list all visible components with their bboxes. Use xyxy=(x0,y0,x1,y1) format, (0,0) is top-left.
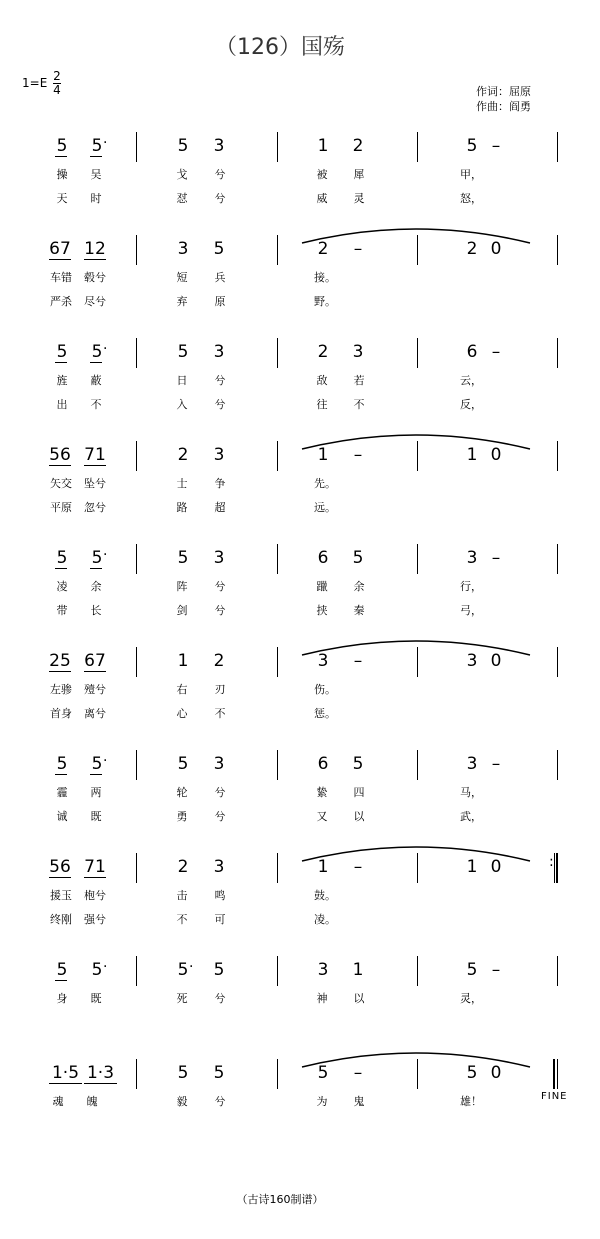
note: 56 xyxy=(49,445,71,465)
tie-arc xyxy=(298,1041,538,1071)
lyric-syllable: 旌 xyxy=(56,374,68,387)
lyric-syllable: 躐 xyxy=(316,580,328,593)
lyric-syllable: 鼓。 xyxy=(314,889,336,902)
lyric-syllable: 士 xyxy=(176,477,188,490)
note: 1·5 xyxy=(51,1063,80,1083)
note: – xyxy=(491,548,501,568)
barline xyxy=(277,441,278,471)
lyric-syllable: 击 xyxy=(176,889,188,902)
note: 71 xyxy=(84,857,106,877)
note: 2 xyxy=(317,342,329,362)
note: 67 xyxy=(49,239,71,259)
barline xyxy=(417,750,418,780)
note: 1·3 xyxy=(86,1063,115,1083)
note: 1 xyxy=(352,960,364,980)
time-signature-top: 2 xyxy=(53,69,61,83)
barline xyxy=(417,956,418,986)
lyric-syllable: 超 xyxy=(214,501,226,514)
barline xyxy=(277,1059,278,1089)
lyric-syllable: 入 xyxy=(176,398,188,411)
note: 6 xyxy=(466,342,478,362)
note: 2 xyxy=(466,239,478,259)
note: 3 xyxy=(352,342,364,362)
lyric-syllable: 挟 xyxy=(316,604,328,617)
beam-underline xyxy=(49,1083,82,1084)
barline xyxy=(277,750,278,780)
note: 3 xyxy=(317,960,329,980)
lyric-syllable: 往 xyxy=(316,398,328,411)
note: 5 xyxy=(56,342,68,362)
beam-underline xyxy=(49,877,71,878)
note: 1 xyxy=(466,445,478,465)
note: 2 xyxy=(213,651,225,671)
lyric-syllable: 兮 xyxy=(214,992,226,1005)
note: 5 xyxy=(352,754,364,774)
lyric-syllable: 轮 xyxy=(176,786,188,799)
lyric-syllable: 出 xyxy=(56,398,68,411)
lyric-syllable: 身 xyxy=(56,992,68,1005)
barline xyxy=(557,647,558,677)
note: 1 xyxy=(317,857,329,877)
barline xyxy=(136,750,137,780)
barline xyxy=(417,544,418,574)
lyric-syllable: 以 xyxy=(353,810,365,823)
lyric-syllable: 威 xyxy=(316,192,328,205)
note: 5 xyxy=(56,548,68,568)
lyric-syllable: 霾 xyxy=(56,786,68,799)
lyric-syllable: 既 xyxy=(90,992,102,1005)
lyric-syllable: 路 xyxy=(176,501,188,514)
lyric-syllable: 甲， xyxy=(460,168,482,181)
lyric-syllable: 毂兮 xyxy=(84,271,106,284)
score-system xyxy=(0,647,600,747)
beam-underline xyxy=(84,1083,117,1084)
lyric-syllable: 犀 xyxy=(353,168,365,181)
lyric-syllable: 先。 xyxy=(314,477,336,490)
note: 5 xyxy=(213,960,225,980)
barline xyxy=(277,647,278,677)
note: 5 xyxy=(466,960,478,980)
fine-marker: FINE xyxy=(541,1091,568,1102)
barline xyxy=(557,1059,558,1089)
lyric-syllable: 远。 xyxy=(314,501,336,514)
lyric-syllable: 兮 xyxy=(214,786,226,799)
note: 6 xyxy=(317,754,329,774)
lyric-syllable: 长 xyxy=(90,604,102,617)
barline xyxy=(277,338,278,368)
beam-underline xyxy=(49,671,71,672)
note: 71 xyxy=(84,445,106,465)
note: 5 xyxy=(352,548,364,568)
lyric-syllable: 毅 xyxy=(176,1095,188,1108)
lyric-syllable: 弓， xyxy=(460,604,482,617)
lyric-syllable: 严杀 xyxy=(50,295,72,308)
beam-underline xyxy=(84,877,106,878)
barline xyxy=(277,132,278,162)
barline xyxy=(136,956,137,986)
beam-underline xyxy=(49,259,71,260)
lyric-syllable: 争 xyxy=(214,477,226,490)
beam-underline xyxy=(90,156,102,157)
lyric-syllable: 凌 xyxy=(56,580,68,593)
lyric-syllable: 日 xyxy=(176,374,188,387)
note: 5 xyxy=(56,960,68,980)
lyric-syllable: 带 xyxy=(56,604,68,617)
lyric-syllable: 天 xyxy=(56,192,68,205)
lyric-syllable: 魄 xyxy=(86,1095,98,1108)
lyric-syllable: 四 xyxy=(353,786,365,799)
lyric-syllable: 魂 xyxy=(52,1095,64,1108)
barline xyxy=(557,132,558,162)
lyric-syllable: 兮 xyxy=(214,1095,226,1108)
note: 3 xyxy=(317,651,329,671)
lyric-syllable: 不 xyxy=(353,398,365,411)
lyric-syllable: 刃 xyxy=(214,683,226,696)
lyric-syllable: 余 xyxy=(90,580,102,593)
note: 5 xyxy=(177,342,189,362)
lyric-syllable: 又 xyxy=(316,810,328,823)
note: – xyxy=(491,136,501,156)
lyric-syllable: 不 xyxy=(214,707,226,720)
lyric-syllable: 凌。 xyxy=(314,913,336,926)
lyric-syllable: 敌 xyxy=(316,374,328,387)
lyric-syllable: 殪兮 xyxy=(84,683,106,696)
note: 5 xyxy=(56,136,68,156)
lyric-syllable: 以 xyxy=(353,992,365,1005)
note: – xyxy=(353,651,363,671)
beam-underline xyxy=(55,156,67,157)
note: 5 xyxy=(466,1063,478,1083)
barline xyxy=(136,441,137,471)
lyric-syllable: 时 xyxy=(90,192,102,205)
lyric-syllable: 车错 xyxy=(50,271,72,284)
note: – xyxy=(491,342,501,362)
lyric-syllable: 秦 xyxy=(353,604,365,617)
note: – xyxy=(353,857,363,877)
note: 1 xyxy=(317,136,329,156)
note: 3 xyxy=(177,239,189,259)
lyric-syllable: 诚 xyxy=(56,810,68,823)
lyric-syllable: 忽兮 xyxy=(84,501,106,514)
note: 5 · xyxy=(90,548,104,568)
lyric-syllable: 操 xyxy=(56,168,68,181)
footer-note: （古诗160制谱） xyxy=(236,1193,324,1206)
lyric-syllable: 弃 xyxy=(176,295,188,308)
repeat-sign: : xyxy=(549,854,554,870)
key-signature xyxy=(22,70,61,97)
lyric-syllable: 左骖 xyxy=(50,683,72,696)
lyric-syllable: 坠兮 xyxy=(84,477,106,490)
note: 12 xyxy=(84,239,106,259)
barline xyxy=(136,132,137,162)
lyric-syllable: 枹兮 xyxy=(84,889,106,902)
lyric-syllable: 被 xyxy=(316,168,328,181)
note: – xyxy=(353,1063,363,1083)
lyric-syllable: 野。 xyxy=(314,295,336,308)
lyric-syllable: 平原 xyxy=(50,501,72,514)
note: 5 · xyxy=(90,136,104,156)
lyric-syllable: 首身 xyxy=(50,707,72,720)
beam-underline xyxy=(90,362,102,363)
note: 5 · xyxy=(90,754,104,774)
note: – xyxy=(491,754,501,774)
barline xyxy=(277,853,278,883)
barline xyxy=(557,441,558,471)
lyric-syllable: 兮 xyxy=(214,192,226,205)
note: 5 xyxy=(213,1063,225,1083)
lyric-syllable: 矢交 xyxy=(50,477,72,490)
note: 3 xyxy=(466,651,478,671)
barline xyxy=(557,235,558,265)
lyric-syllable: 接。 xyxy=(314,271,336,284)
beam-underline xyxy=(55,980,67,981)
note: 5 xyxy=(177,1063,189,1083)
lyric-syllable: 兮 xyxy=(214,810,226,823)
lyric-syllable: 余 xyxy=(353,580,365,593)
lyric-syllable: 兵 xyxy=(214,271,226,284)
note: 5 xyxy=(177,754,189,774)
note: 1 xyxy=(317,445,329,465)
note: 5 xyxy=(177,548,189,568)
lyric-syllable: 心 xyxy=(176,707,188,720)
tie-arc xyxy=(298,629,538,659)
barline xyxy=(136,338,137,368)
beam-underline xyxy=(84,259,106,260)
lyric-syllable: 勇 xyxy=(176,810,188,823)
score-system xyxy=(0,441,600,541)
beam-underline xyxy=(55,774,67,775)
note: 0 xyxy=(490,239,502,259)
lyric-syllable: 吴 xyxy=(90,168,102,181)
note: 5 xyxy=(317,1063,329,1083)
barline xyxy=(136,1059,137,1089)
lyric-syllable: 神 xyxy=(316,992,328,1005)
barline xyxy=(554,853,555,883)
note: 3 xyxy=(466,548,478,568)
lyric-syllable: 右 xyxy=(176,683,188,696)
barline xyxy=(556,853,558,883)
beam-underline xyxy=(90,774,102,775)
lyric-syllable: 兮 xyxy=(214,398,226,411)
lyric-syllable: 灵 xyxy=(353,192,365,205)
note: 2 xyxy=(352,136,364,156)
barline xyxy=(136,853,137,883)
note: – xyxy=(491,960,501,980)
barline xyxy=(136,544,137,574)
note: 5 xyxy=(177,136,189,156)
lyric-syllable: 终刚 xyxy=(50,913,72,926)
lyric-syllable: 强兮 xyxy=(84,913,106,926)
lyric-syllable: 武， xyxy=(460,810,482,823)
note: 1 xyxy=(466,857,478,877)
note: – xyxy=(353,445,363,465)
note: 3 xyxy=(213,754,225,774)
barline xyxy=(417,132,418,162)
barline xyxy=(557,544,558,574)
composer: 作曲：阎勇 xyxy=(476,100,531,113)
barline xyxy=(553,1059,555,1089)
lyric-syllable: 援玉 xyxy=(50,889,72,902)
lyric-syllable: 伤。 xyxy=(314,683,336,696)
note: 0 xyxy=(490,1063,502,1083)
lyric-syllable: 絷 xyxy=(316,786,328,799)
lyric-syllable: 剑 xyxy=(176,604,188,617)
lyric-syllable: 兮 xyxy=(214,168,226,181)
barline xyxy=(557,338,558,368)
note: 5 xyxy=(56,754,68,774)
tie-arc xyxy=(298,423,538,453)
time-signature xyxy=(53,70,61,97)
lyric-syllable: 不 xyxy=(176,913,188,926)
lyric-syllable: 为 xyxy=(316,1095,328,1108)
beam-underline xyxy=(49,465,71,466)
beam-underline xyxy=(84,671,106,672)
lyric-syllable: 怼 xyxy=(176,192,188,205)
note: 1 xyxy=(177,651,189,671)
barline xyxy=(557,956,558,986)
lyric-syllable: 短 xyxy=(176,271,188,284)
lyric-syllable: 蔽 xyxy=(90,374,102,387)
score-system xyxy=(0,853,600,953)
song-title: （126）国殇 xyxy=(215,35,345,60)
lyric-syllable: 惩。 xyxy=(314,707,336,720)
tie-arc xyxy=(298,835,538,865)
lyric-syllable: 若 xyxy=(353,374,365,387)
lyric-syllable: 雄！ xyxy=(460,1095,482,1108)
score-system xyxy=(0,235,600,335)
note: 3 xyxy=(213,857,225,877)
lyric-syllable: 兮 xyxy=(214,374,226,387)
beam-underline xyxy=(84,465,106,466)
lyric-syllable: 鬼 xyxy=(353,1095,365,1108)
key-prefix: 1=E xyxy=(22,76,48,90)
barline xyxy=(136,235,137,265)
lyric-syllable: 原 xyxy=(214,295,226,308)
lyric-syllable: 尽兮 xyxy=(84,295,106,308)
note: 0 xyxy=(490,445,502,465)
barline xyxy=(277,544,278,574)
barline xyxy=(277,956,278,986)
score-system xyxy=(0,1059,600,1159)
lyric-syllable: 兮 xyxy=(214,580,226,593)
note: 25 xyxy=(49,651,71,671)
lyric-syllable: 阵 xyxy=(176,580,188,593)
lyric-syllable: 可 xyxy=(214,913,226,926)
beam-underline xyxy=(90,568,102,569)
lyric-syllable: 离兮 xyxy=(84,707,106,720)
lyric-syllable: 鸣 xyxy=(214,889,226,902)
note: 2 xyxy=(317,239,329,259)
lyric-syllable: 怒， xyxy=(460,192,482,205)
tie-arc xyxy=(298,217,538,247)
note: 6 xyxy=(317,548,329,568)
lyric-syllable: 云， xyxy=(460,374,482,387)
note: 3 xyxy=(213,342,225,362)
note: 3 xyxy=(213,136,225,156)
lyric-syllable: 反， xyxy=(460,398,482,411)
note: 3 xyxy=(213,548,225,568)
note: 3 xyxy=(213,445,225,465)
barline xyxy=(277,235,278,265)
lyric-syllable: 两 xyxy=(90,786,102,799)
beam-underline xyxy=(55,568,67,569)
lyric-syllable: 死 xyxy=(176,992,188,1005)
lyric-syllable: 兮 xyxy=(214,604,226,617)
barline xyxy=(136,647,137,677)
note: 5 xyxy=(466,136,478,156)
barline xyxy=(417,338,418,368)
lyric-syllable: 行， xyxy=(460,580,482,593)
note: 0 xyxy=(490,857,502,877)
beam-underline xyxy=(55,362,67,363)
lyric-syllable: 戈 xyxy=(176,168,188,181)
note: 56 xyxy=(49,857,71,877)
note: 3 xyxy=(466,754,478,774)
note: – xyxy=(353,239,363,259)
note: 5 · xyxy=(176,960,190,980)
lyricist: 作词：屈原 xyxy=(476,85,531,98)
note: 5 · xyxy=(90,960,104,980)
lyric-syllable: 不 xyxy=(90,398,102,411)
note: 2 xyxy=(177,445,189,465)
credits xyxy=(476,84,531,114)
lyric-syllable: 灵， xyxy=(460,992,482,1005)
note: 2 xyxy=(177,857,189,877)
note: 0 xyxy=(490,651,502,671)
time-signature-bottom: 4 xyxy=(53,83,61,97)
note: 5 xyxy=(213,239,225,259)
note: 67 xyxy=(84,651,106,671)
barline xyxy=(557,750,558,780)
lyric-syllable: 马， xyxy=(460,786,482,799)
note: 5 · xyxy=(90,342,104,362)
lyric-syllable: 既 xyxy=(90,810,102,823)
